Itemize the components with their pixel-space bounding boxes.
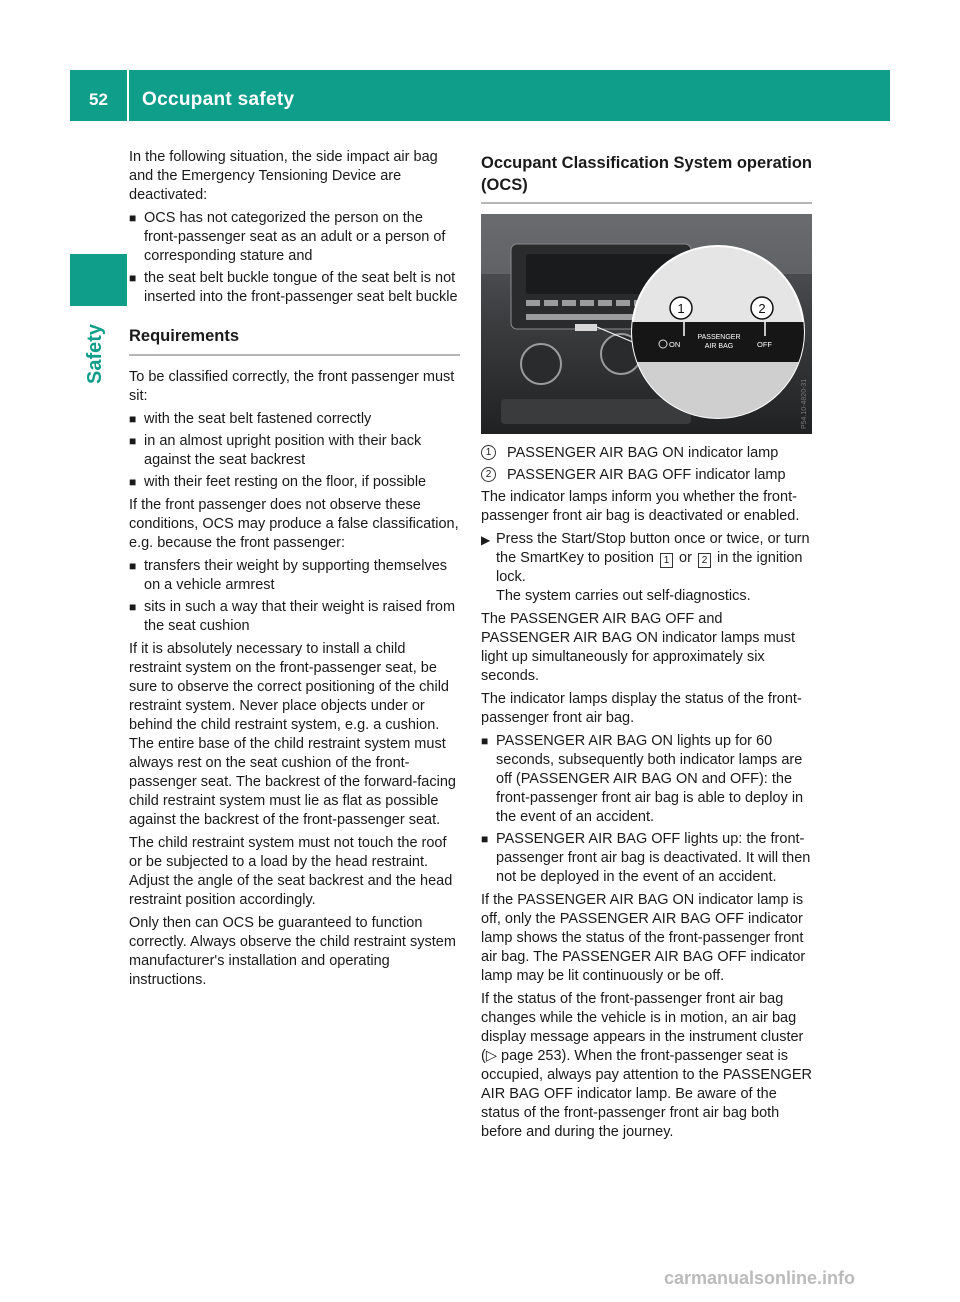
lamp-passenger-text: PASSENGER <box>697 334 741 341</box>
list-item-text: PASSENGER AIR BAG OFF lights up: the front-passenger front air bag is deactivated. It will then not be deployed in the event of an accident. <box>496 831 811 885</box>
bullet-icon: ■ <box>481 734 489 748</box>
callout-badge-1: 1 <box>481 445 496 460</box>
header-divider <box>127 70 129 121</box>
bullet-icon: ■ <box>129 475 137 489</box>
inform-paragraph: The indicator lamps inform you whether the front-passenger front air bag is deactivated or enabled. <box>481 489 800 524</box>
bullet-icon: ■ <box>481 832 489 846</box>
key-position-2-icon: 2 <box>698 553 711 568</box>
callout-badge-2: 2 <box>481 467 496 482</box>
list-item-text: in an almost upright position with their back against the seat backrest <box>144 433 422 468</box>
on-off-paragraph: If the PASSENGER AIR BAG ON indicator lamp is off, only the PASSENGER AIR BAG OFF indicator lamp shows the status of the front-passenger front air bag. The PASSENGER AIR BAG OFF indicator lamp may be lit continuously or be off. <box>481 892 806 984</box>
list-item <box>481 830 812 887</box>
guarantee-paragraph: Only then can OCS be guaranteed to function correctly. Always observe the child restraint system manufacturer's installation and operating instructions. <box>129 915 456 988</box>
list-item-text: transfers their weight by supporting themselves on a vehicle armrest <box>144 558 448 593</box>
instruction-text-a: Press the Start/Stop button once or twice, or turn the SmartKey to position <box>496 531 810 566</box>
sidebar-marker <box>70 254 127 306</box>
bullet-icon: ■ <box>129 211 137 225</box>
list-item-text: the seat belt buckle tongue of the seat belt is not inserted into the front-passenger seat belt buckle <box>144 270 458 305</box>
instruction-result: The system carries out self-diagnostics. <box>496 588 751 604</box>
instruction-step <box>481 530 812 606</box>
requirements-intro: To be classified correctly, the front passenger must sit: <box>129 369 455 404</box>
sidebar-label: Safety <box>84 323 106 384</box>
bullet-icon: ■ <box>129 559 137 573</box>
callout-legend-1 <box>481 444 812 463</box>
figure-code: P54.10-4820-31 <box>801 378 808 429</box>
list-item <box>481 732 812 827</box>
bullet-icon: ■ <box>129 434 137 448</box>
magnified-panel <box>631 322 811 362</box>
list-item <box>129 410 460 429</box>
callout-number-2: 2 <box>758 301 766 316</box>
footer-watermark: carmanualsonline.info <box>664 1268 856 1288</box>
bullet-icon: ■ <box>129 412 137 426</box>
left-column <box>129 148 460 994</box>
intro-paragraph: In the following situation, the side impact air bag and the Emergency Tensioning Device are deactivated: <box>129 149 438 203</box>
instruction-or: or <box>679 550 692 566</box>
false-classification-list <box>129 557 460 636</box>
status-list <box>481 732 812 887</box>
page-header <box>70 70 890 121</box>
bullet-icon: ■ <box>129 271 137 285</box>
light-up-paragraph: The PASSENGER AIR BAG OFF and PASSENGER AIR BAG ON indicator lamps must light up simultaneously for approximately six seconds. <box>481 611 795 684</box>
list-item <box>129 269 460 307</box>
intro-list <box>129 209 460 307</box>
list-item-text: sits in such a way that their weight is raised from the seat cushion <box>144 599 456 634</box>
roof-paragraph: The child restraint system must not touch the roof or be subjected to a load by the head restraint. Adjust the angle of the seat backrest and the head restraint position accordingly. <box>129 835 453 908</box>
callout-text-2: PASSENGER AIR BAG OFF indicator lamp <box>507 467 786 483</box>
right-column <box>481 148 812 1146</box>
climate-knob-left <box>521 344 561 384</box>
key-position-1-icon: 1 <box>660 553 673 568</box>
list-item-text: PASSENGER AIR BAG ON lights up for 60 seconds, subsequently both indicator lamps are off (PASSENGER AIR BAG ON and OFF): the front-passenger front air bag is able to deploy in the event of an accident. <box>496 733 804 825</box>
indicator-lamp-strip <box>575 324 597 331</box>
false-classification-paragraph: If the front passenger does not observe these conditions, OCS may produce a false classification, e.g. because the front passenger: <box>129 497 459 551</box>
list-item-text: with the seat belt fastened correctly <box>144 411 372 427</box>
list-item <box>129 557 460 595</box>
page-ref-arrow-icon: ▷ <box>485 1048 497 1064</box>
section-title: Occupant safety <box>142 89 295 110</box>
final-paragraph <box>481 990 812 1142</box>
instruction-text-b: in the ignition lock. <box>496 550 803 585</box>
callout-legend-2 <box>481 466 812 485</box>
final-text-a: If the status of the front-passenger front air bag changes while the vehicle is in motion, an air bag display message appears in the instrument cluster ( <box>481 991 804 1064</box>
list-item-text: OCS has not categorized the person on the front-passenger seat as an adult or a person of corresponding stature and <box>144 210 446 264</box>
requirements-list <box>129 410 460 492</box>
final-text-b: ). When the front-passenger seat is occupied, always pay attention to the PASSENGER AIR BAG OFF indicator lamp. Be aware of the status of the front-passenger front air bag both before and during the journey. <box>481 1048 812 1140</box>
list-item <box>129 598 460 636</box>
indicator-lamps-figure <box>481 214 812 434</box>
lamp-airbag-text: AIR BAG <box>704 343 734 350</box>
status-paragraph: The indicator lamps display the status of the front-passenger front air bag. <box>481 691 802 726</box>
child-restraint-paragraph: If it is absolutely necessary to install a child restraint system on the front-passenger seat, be sure to observe the correct positioning of the child restraint system. Never place objects under or behind the child restraint system, e.g. a cushion. The entire base of the child restraint system must always rest on the seat cushion of the front-passenger seat. The backrest of the forward-facing child restraint system must lie as flat as possible against the backrest of the front-passenger seat. <box>129 641 456 828</box>
requirements-heading: Requirements <box>129 325 460 356</box>
callout-number-1: 1 <box>677 301 685 316</box>
list-item-text: with their feet resting on the floor, if possible <box>144 474 427 490</box>
page-number: 52 <box>89 90 108 109</box>
list-item <box>129 209 460 266</box>
callout-text-1: PASSENGER AIR BAG ON indicator lamp <box>507 445 779 461</box>
lamp-on-text: ON <box>669 340 681 349</box>
instruction-arrow-icon: ▶ <box>481 533 491 547</box>
page-reference-link[interactable]: page 253 <box>501 1048 562 1064</box>
ocs-heading: Occupant Classification System operation (OCS) <box>481 152 812 204</box>
list-item <box>129 432 460 470</box>
center-console <box>501 399 691 424</box>
list-item <box>129 473 460 492</box>
bullet-icon: ■ <box>129 600 137 614</box>
lamp-off-text: OFF <box>757 340 772 349</box>
